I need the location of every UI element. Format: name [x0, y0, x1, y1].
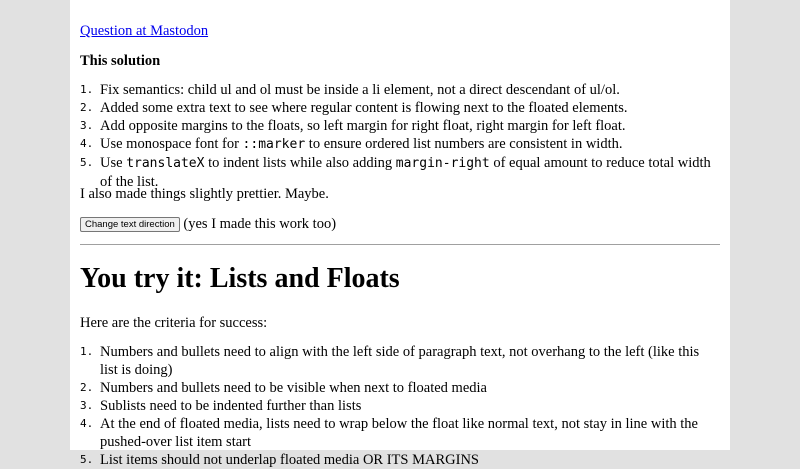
inline-code: margin-right [395, 156, 490, 171]
list-number: 5. [80, 156, 94, 169]
list-item [80, 451, 720, 469]
list-item-text: Fix semantics: child ul and ol must be inside a li element, not a direct descendant of ul/ol. [100, 82, 620, 98]
list-item-text: Sublists need to be indented further than lists [100, 398, 362, 414]
list-item-text: At the end of floated media, lists need to wrap below the float like normal text, not stay in line with the pushed-over list item start [100, 416, 698, 450]
list-number: 5. [80, 453, 94, 466]
list-item [80, 343, 720, 379]
list-number: 1. [80, 345, 94, 358]
list-item [80, 81, 720, 99]
list-number: 3. [80, 119, 94, 132]
criteria-list [80, 343, 720, 469]
solution-list [80, 81, 720, 191]
prettier-note: I also made things slightly prettier. Maybe. [80, 186, 329, 202]
link-paragraph [80, 22, 208, 40]
page-body [70, 0, 730, 468]
list-item-text: Use monospace font for [100, 136, 243, 152]
criteria-intro: Here are the criteria for success: [80, 315, 268, 331]
list-item-text: Add opposite margins to the floats, so left margin for right float, right margin for left float. [100, 118, 626, 134]
inline-code: translateX [126, 156, 205, 171]
list-item-text: List items should not underlap floated media OR ITS MARGINS [100, 452, 479, 468]
list-number: 4. [80, 417, 94, 430]
list-item-text: Use [100, 155, 127, 171]
button-note: (yes I made this work too) [179, 216, 337, 232]
list-item-text: Numbers and bullets need to align with the left side of paragraph text, not overhang to the left (like this list is doing) [100, 344, 700, 378]
list-number: 3. [80, 399, 94, 412]
list-number: 4. [80, 137, 94, 150]
section-title: You try it: Lists and Floats [80, 263, 400, 294]
list-item-text: Added some extra text to see where regular content is flowing next to the floated elements. [100, 100, 628, 116]
solution-heading: This solution [80, 53, 161, 69]
mastodon-question-link[interactable]: Question at Mastodon [80, 23, 209, 39]
list-item-text: to ensure ordered list numbers are consistent in width. [305, 136, 623, 152]
list-number: 1. [80, 83, 94, 96]
list-number: 2. [80, 101, 94, 114]
button-row [80, 215, 336, 233]
section-divider [80, 244, 720, 245]
list-item-text: to indent lists while also adding [204, 155, 396, 171]
inline-code: ::marker [242, 137, 306, 152]
list-number: 2. [80, 381, 94, 394]
list-item [80, 415, 720, 451]
list-item-text: of equal amount to reduce total width of the list. [100, 155, 711, 190]
list-item [80, 117, 720, 135]
list-item-text: Numbers and bullets need to be visible when next to floated media [100, 380, 487, 396]
list-item [80, 397, 720, 415]
change-text-direction-button[interactable]: Change text direction [80, 217, 180, 232]
list-item [80, 135, 720, 154]
list-item [80, 99, 720, 117]
list-item [80, 379, 720, 397]
